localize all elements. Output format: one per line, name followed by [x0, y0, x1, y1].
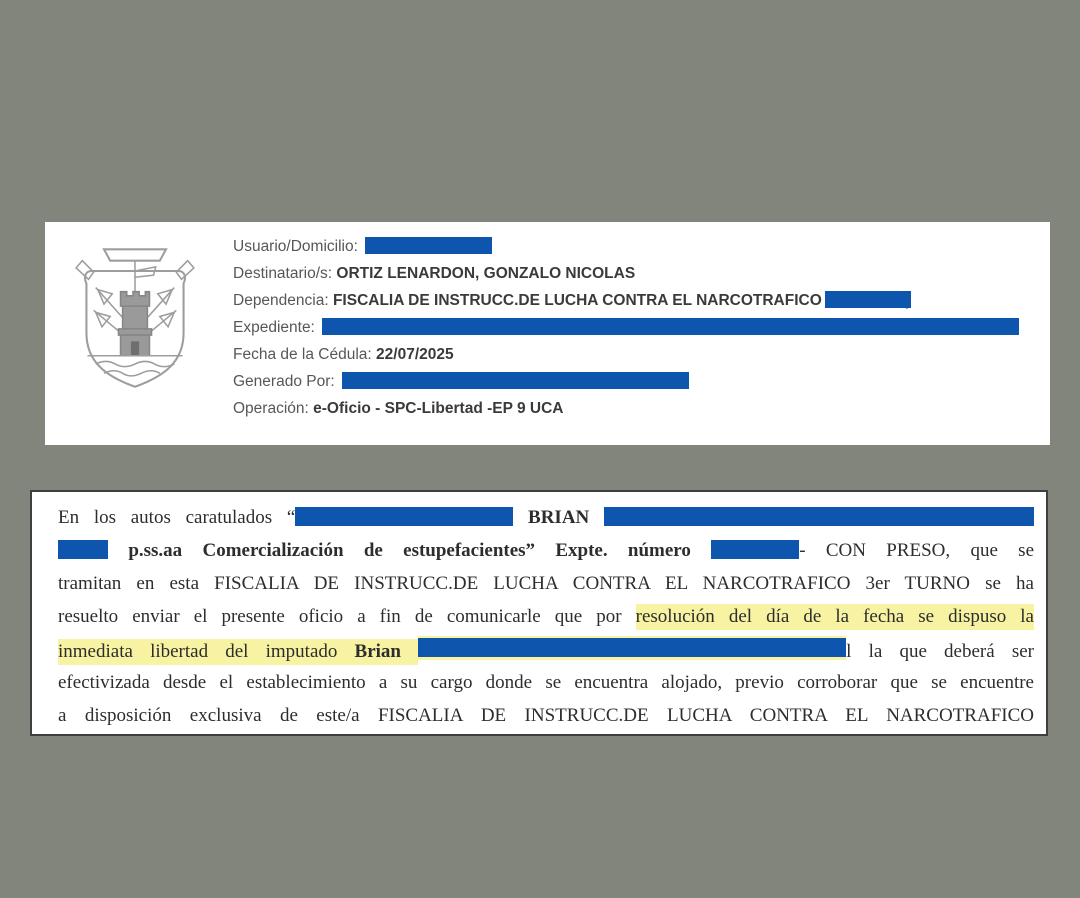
paragraph-line: [58, 633, 1034, 666]
paragraph-text: - CON PRESO, que se: [799, 540, 1034, 561]
field-row: [233, 368, 1019, 395]
body-card: [30, 490, 1048, 736]
field-label: Dependencia:: [233, 292, 333, 309]
highlighted-text: inmediata libertad del imputado: [58, 639, 355, 665]
paragraph-text: [513, 507, 528, 528]
field-row: [233, 341, 1019, 368]
highlighted-text: Brian: [355, 639, 419, 665]
paragraph-text: l la que deberá ser: [846, 641, 1034, 662]
field-row: [233, 233, 1019, 260]
header-fields: [233, 233, 1019, 422]
field-row: [233, 260, 1019, 287]
paragraph-text: [108, 540, 128, 561]
redaction-bar: [711, 540, 799, 559]
paragraph-line: [58, 699, 1034, 732]
paragraph-text: tramitan en esta FISCALIA DE INSTRUCC.DE LUCHA CONTRA EL NARCOTRAFICO 3er TURNO se ha: [58, 573, 1034, 594]
redaction-bar: [322, 318, 1019, 335]
paragraph-text: p.ss.aa Comercialización de estupefacientes” Expte. número: [128, 540, 712, 561]
redaction-bar: [365, 237, 492, 254]
redaction-bar: [418, 636, 846, 660]
paragraph-text: [589, 507, 604, 528]
field-row: [233, 314, 1019, 341]
field-label: Fecha de la Cédula:: [233, 346, 377, 363]
redaction-bar: [825, 291, 911, 308]
paragraph-line: [58, 600, 1034, 633]
paragraph-line: [58, 567, 1034, 600]
header-card: [45, 222, 1050, 445]
highlighted-text: resolución del día de la fecha se dispuso la: [636, 604, 1034, 630]
paragraph-text: BRIAN: [528, 507, 590, 528]
field-label: Usuario/Domicilio:: [233, 238, 363, 255]
redaction-bar: [58, 540, 108, 559]
redaction-bar: [342, 372, 689, 389]
paragraph-text: a disposición exclusiva de este/a FISCALIA DE INSTRUCC.DE LUCHA CONTRA EL NARCOTRAFICO: [58, 705, 1034, 726]
field-row: [233, 287, 1019, 314]
field-row: [233, 395, 1019, 422]
field-value: ORTIZ LENARDON, GONZALO NICOLAS: [336, 265, 636, 282]
paragraph-line: [58, 501, 1034, 534]
field-value: FISCALIA DE INSTRUCC.DE LUCHA CONTRA EL NARCOTRAFICO: [332, 292, 822, 309]
field-value: e-Oficio - SPC-Libertad -EP 9 UCA: [313, 400, 564, 417]
redaction-bar: [604, 507, 1034, 526]
redaction-bar: [295, 507, 513, 526]
field-value: 22/07/2025: [376, 346, 454, 363]
paragraph-text: En los autos caratulados “: [58, 507, 296, 528]
document-paragraph: [58, 501, 1034, 732]
field-label: Expediente:: [233, 319, 320, 336]
paragraph-text: efectivizada desde el establecimiento a su cargo donde se encuentra alojado, previo corroborar que se encuentre: [58, 672, 1034, 693]
provincial-coat-of-arms-icon: [73, 242, 197, 392]
field-label: Destinatario/s:: [233, 265, 337, 282]
paragraph-line: [58, 534, 1034, 567]
paragraph-text: resuelto enviar el presente oficio a fin de comunicarle que por: [58, 606, 636, 627]
field-label: Generado Por:: [233, 373, 339, 390]
field-label: Operación:: [233, 400, 314, 417]
paragraph-line: [58, 666, 1034, 699]
